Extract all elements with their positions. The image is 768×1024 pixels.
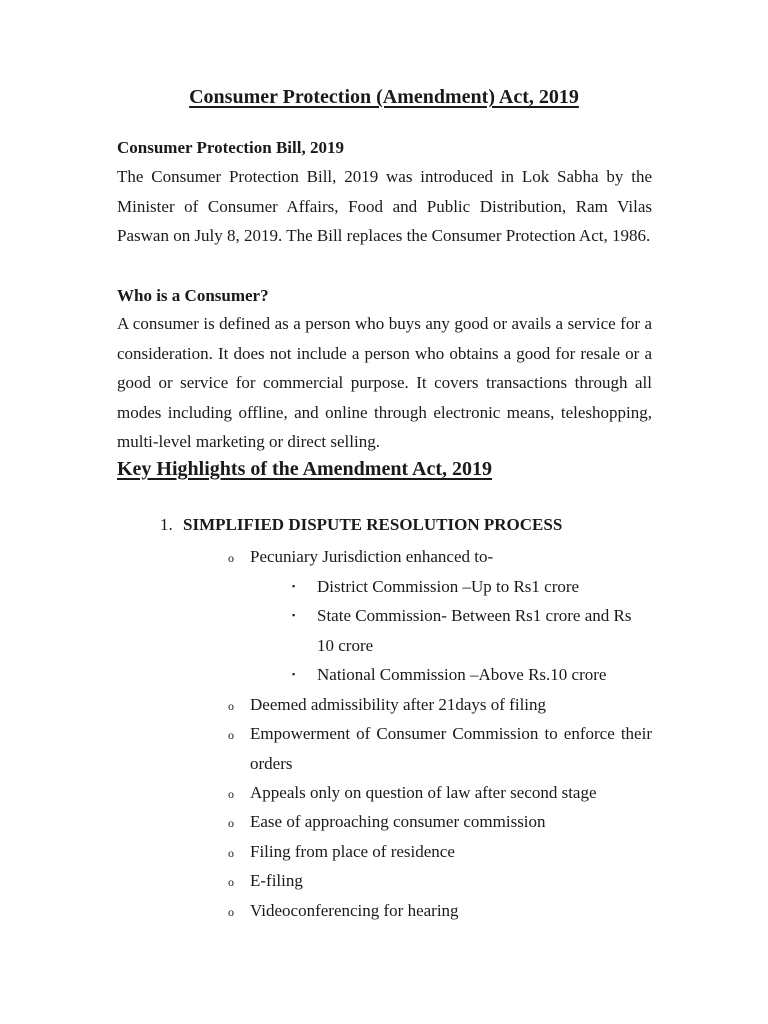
circle-bullet-icon: o	[228, 846, 234, 860]
document-title: Consumer Protection (Amendment) Act, 2019	[189, 86, 579, 108]
bullet-text: Pecuniary Jurisdiction enhanced to-	[250, 547, 494, 566]
bullet-text: Ease of approaching consumer commission	[250, 812, 546, 831]
section-body-bill: The Consumer Protection Bill, 2019 was introduced in Lok Sabha by the Minister of Consumer Affairs, Food and Public Distribution, Ram Vilas Paswan on July 8, 2019. The Bill replaces the Consumer Protection Act, 1986.	[117, 167, 652, 245]
sub-bullet-text: National Commission –Above Rs.10 crore	[317, 665, 607, 684]
list-item	[228, 719, 652, 778]
sub-list-item	[292, 572, 652, 602]
list-item	[228, 866, 652, 896]
list-item	[228, 542, 652, 572]
item-label: SIMPLIFIED DISPUTE RESOLUTION PROCESS	[183, 515, 563, 534]
circle-bullet-icon: o	[228, 728, 234, 742]
highlights-heading: Key Highlights of the Amendment Act, 2019	[117, 458, 492, 480]
sub-bullet-text: State Commission- Between Rs1 crore and Rs 10 crore	[317, 606, 632, 655]
bullet-text: Empowerment of Consumer Commission to enforce their orders	[250, 724, 652, 773]
square-bullet-icon: ▪	[292, 610, 296, 620]
circle-bullet-icon: o	[228, 905, 234, 919]
section-heading-consumer: Who is a Consumer?	[117, 286, 269, 305]
square-bullet-icon: ▪	[292, 669, 296, 679]
section-body-consumer: A consumer is defined as a person who buys any good or avails a service for a consideration. It does not include a person who obtains a good for resale or a good or service for commercial purpose. It covers transactions through all modes including offline, and online through electronic means, teleshopping, multi-level marketing or direct selling.	[117, 314, 652, 451]
circle-bullet-icon: o	[228, 787, 234, 801]
circle-bullet-icon: o	[228, 699, 234, 713]
sub-list-item	[292, 601, 652, 660]
bullet-text: Filing from place of residence	[250, 842, 455, 861]
sub-bullet-text: District Commission –Up to Rs1 crore	[317, 577, 580, 596]
item-number: 1.	[160, 515, 173, 534]
square-bullet-icon: ▪	[292, 581, 296, 591]
list-item	[228, 837, 652, 867]
list-item	[228, 896, 652, 926]
bullet-text: Deemed admissibility after 21days of filing	[250, 695, 547, 714]
circle-bullet-icon: o	[228, 875, 234, 889]
section-heading-bill: Consumer Protection Bill, 2019	[117, 138, 344, 157]
circle-bullet-icon: o	[228, 551, 234, 565]
list-item	[228, 690, 652, 720]
bullet-text: E-filing	[250, 871, 303, 890]
list-item	[228, 778, 652, 808]
numbered-item-1	[160, 515, 562, 535]
bullet-text: Videoconferencing for hearing	[250, 901, 459, 920]
bullet-text: Appeals only on question of law after second stage	[250, 783, 597, 802]
list-item	[228, 807, 652, 837]
circle-bullet-icon: o	[228, 816, 234, 830]
sub-list-item	[292, 660, 652, 690]
